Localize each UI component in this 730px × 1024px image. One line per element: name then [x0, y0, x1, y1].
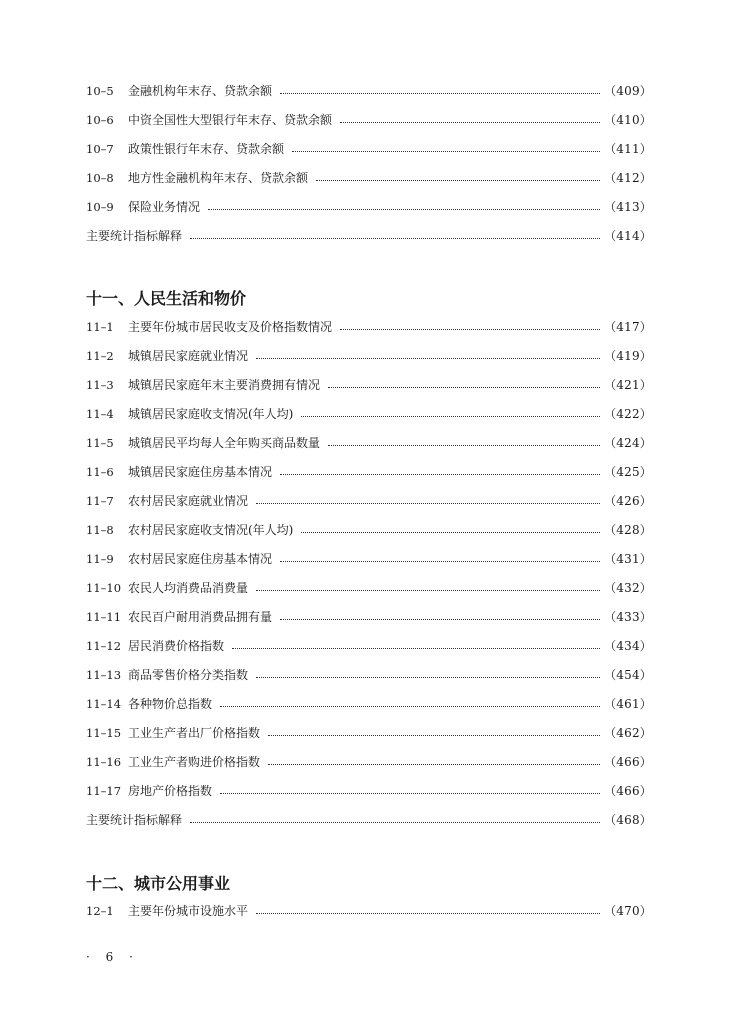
- toc-entry-number: 11–8: [86, 522, 114, 537]
- toc-entry-title: 城镇居民家庭就业情况: [128, 349, 249, 363]
- dot-leader: [280, 560, 600, 562]
- toc-entry-title: 城镇居民家庭年末主要消费拥有情况: [128, 378, 321, 392]
- toc-entry-title: 地方性金融机构年末存、贷款余额: [128, 171, 309, 185]
- dot-leader: [268, 763, 600, 765]
- dot-leader: [220, 705, 600, 707]
- toc-entry-number: 10–7: [86, 141, 114, 156]
- toc-entry[interactable]: [86, 312, 652, 341]
- section-heading-12: 十二、城市公用事业: [86, 874, 231, 893]
- toc-entry-page: （470）: [604, 904, 652, 918]
- toc-entry-title: 主要统计指标解释: [86, 229, 183, 243]
- toc-entry-page: （410）: [604, 113, 652, 127]
- section-heading-11: 十一、人民生活和物价: [86, 289, 247, 308]
- toc-group-finance: [86, 76, 652, 250]
- toc-entry-number: 11–4: [86, 406, 114, 421]
- toc-entry-number: 11–15: [86, 725, 122, 740]
- toc-entry-number: 10–9: [86, 199, 114, 214]
- dot-leader: [280, 92, 600, 94]
- toc-entry[interactable]: [86, 718, 652, 747]
- toc-entry-number: 11–11: [86, 609, 122, 624]
- toc-entry-page: （419）: [604, 349, 652, 363]
- toc-entry-title: 工业生产者购进价格指数: [128, 755, 261, 769]
- toc-entry-title: 农村居民家庭就业情况: [128, 494, 249, 508]
- toc-entry-page: （411）: [604, 142, 652, 156]
- dot-leader: [328, 444, 600, 446]
- toc-entry-title: 农村居民家庭住房基本情况: [128, 552, 273, 566]
- toc-entry-page: （433）: [604, 610, 652, 624]
- toc-entry[interactable]: [86, 486, 652, 515]
- toc-entry-number: 10–5: [86, 83, 114, 98]
- toc-entry-number: 11–16: [86, 754, 122, 769]
- toc-entry-page: （412）: [604, 171, 652, 185]
- dot-leader: [292, 150, 600, 152]
- dot-leader: [190, 821, 600, 823]
- dot-leader: [301, 415, 600, 417]
- dot-leader: [340, 328, 600, 330]
- toc-entry-number: 10–6: [86, 112, 114, 127]
- toc-entry-page: （432）: [604, 581, 652, 595]
- toc-entry[interactable]: [86, 341, 652, 370]
- toc-entry[interactable]: [86, 76, 652, 105]
- toc-entry-title: 主要年份城市设施水平: [128, 904, 249, 918]
- toc-entry-page: （466）: [604, 784, 652, 798]
- toc-entry[interactable]: [86, 602, 652, 631]
- dot-leader: [268, 734, 600, 736]
- dot-leader: [280, 473, 600, 475]
- toc-entry-title: 房地产价格指数: [128, 784, 213, 798]
- toc-entry-title: 金融机构年末存、贷款余额: [128, 84, 273, 98]
- toc-entry[interactable]: [86, 631, 652, 660]
- toc-group-living-prices: [86, 312, 652, 834]
- toc-entry-number: 11–1: [86, 319, 114, 334]
- page-number: · 6 ·: [86, 950, 139, 964]
- toc-entry-title: 工业生产者出厂价格指数: [128, 726, 261, 740]
- toc-entry-page: （454）: [604, 668, 652, 682]
- toc-entry[interactable]: [86, 805, 652, 834]
- toc-entry[interactable]: [86, 134, 652, 163]
- toc-entry[interactable]: [86, 370, 652, 399]
- toc-entry-number: 10–8: [86, 170, 114, 185]
- toc-entry-number: 11–10: [86, 580, 122, 595]
- toc-entry[interactable]: [86, 515, 652, 544]
- toc-entry[interactable]: [86, 776, 652, 805]
- toc-entry-page: （414）: [604, 229, 652, 243]
- toc-entry-title: 农村居民家庭收支情况(年人均): [128, 523, 294, 537]
- toc-entry-title: 城镇居民家庭住房基本情况: [128, 465, 273, 479]
- toc-entry-number: 11–7: [86, 493, 114, 508]
- dot-leader: [340, 121, 600, 123]
- toc-entry[interactable]: [86, 221, 652, 250]
- dot-leader: [256, 502, 600, 504]
- toc-entry-number: 11–5: [86, 435, 114, 450]
- toc-entry-number: 11–14: [86, 696, 122, 711]
- toc-entry-title: 各种物价总指数: [128, 697, 213, 711]
- toc-entry[interactable]: [86, 399, 652, 428]
- dot-leader: [208, 208, 600, 210]
- toc-entry-number: 11–12: [86, 638, 122, 653]
- dot-leader: [256, 912, 600, 914]
- toc-entry-page: （466）: [604, 755, 652, 769]
- dot-leader: [316, 179, 600, 181]
- toc-group-public-utilities: [86, 896, 652, 925]
- toc-entry-page: （434）: [604, 639, 652, 653]
- toc-entry-title: 主要统计指标解释: [86, 813, 183, 827]
- dot-leader: [232, 647, 600, 649]
- dot-leader: [328, 386, 600, 388]
- toc-entry-number: 11–3: [86, 377, 114, 392]
- toc-entry[interactable]: [86, 573, 652, 602]
- toc-entry-number: 11–13: [86, 667, 122, 682]
- toc-entry-page: （426）: [604, 494, 652, 508]
- toc-entry-title: 城镇居民家庭收支情况(年人均): [128, 407, 294, 421]
- toc-entry-number: 11–17: [86, 783, 122, 798]
- toc-entry[interactable]: [86, 192, 652, 221]
- toc-entry[interactable]: [86, 660, 652, 689]
- toc-entry-title: 居民消费价格指数: [128, 639, 225, 653]
- toc-entry[interactable]: [86, 544, 652, 573]
- toc-entry-title: 城镇居民平均每人全年购买商品数量: [128, 436, 321, 450]
- toc-entry-title: 商品零售价格分类指数: [128, 668, 249, 682]
- toc-entry-title: 农民百户耐用消费品拥有量: [128, 610, 273, 624]
- toc-entry-title: 主要年份城市居民收支及价格指数情况: [128, 320, 333, 334]
- toc-entry-page: （421）: [604, 378, 652, 392]
- dot-leader: [280, 618, 600, 620]
- toc-entry[interactable]: [86, 747, 652, 776]
- toc-entry-page: （468）: [604, 813, 652, 827]
- dot-leader: [256, 676, 600, 678]
- dot-leader: [256, 589, 600, 591]
- toc-entry[interactable]: [86, 428, 652, 457]
- toc-entry[interactable]: [86, 457, 652, 486]
- toc-entry-title: 保险业务情况: [128, 200, 201, 214]
- dot-leader: [220, 792, 600, 794]
- toc-entry-page: （462）: [604, 726, 652, 740]
- toc-entry-page: （417）: [604, 320, 652, 334]
- toc-entry-page: （424）: [604, 436, 652, 450]
- toc-entry-page: （422）: [604, 407, 652, 421]
- toc-entry[interactable]: [86, 163, 652, 192]
- toc-entry-number: 12–1: [86, 903, 114, 918]
- toc-entry-page: （413）: [604, 200, 652, 214]
- toc-entry-title: 农民人均消费品消费量: [128, 581, 249, 595]
- toc-entry-page: （409）: [604, 84, 652, 98]
- toc-entry-page: （461）: [604, 697, 652, 711]
- toc-entry[interactable]: [86, 896, 652, 925]
- toc-entry-number: 11–6: [86, 464, 114, 479]
- toc-entry-title: 中资全国性大型银行年末存、贷款余额: [128, 113, 333, 127]
- dot-leader: [301, 531, 600, 533]
- toc-entry-number: 11–2: [86, 348, 114, 363]
- toc-entry-page: （425）: [604, 465, 652, 479]
- toc-entry-page: （431）: [604, 552, 652, 566]
- dot-leader: [190, 237, 600, 239]
- toc-entry-page: （428）: [604, 523, 652, 537]
- dot-leader: [256, 357, 600, 359]
- toc-entry-number: 11–9: [86, 551, 114, 566]
- toc-entry[interactable]: [86, 105, 652, 134]
- toc-entry-title: 政策性银行年末存、贷款余额: [128, 142, 285, 156]
- toc-entry[interactable]: [86, 689, 652, 718]
